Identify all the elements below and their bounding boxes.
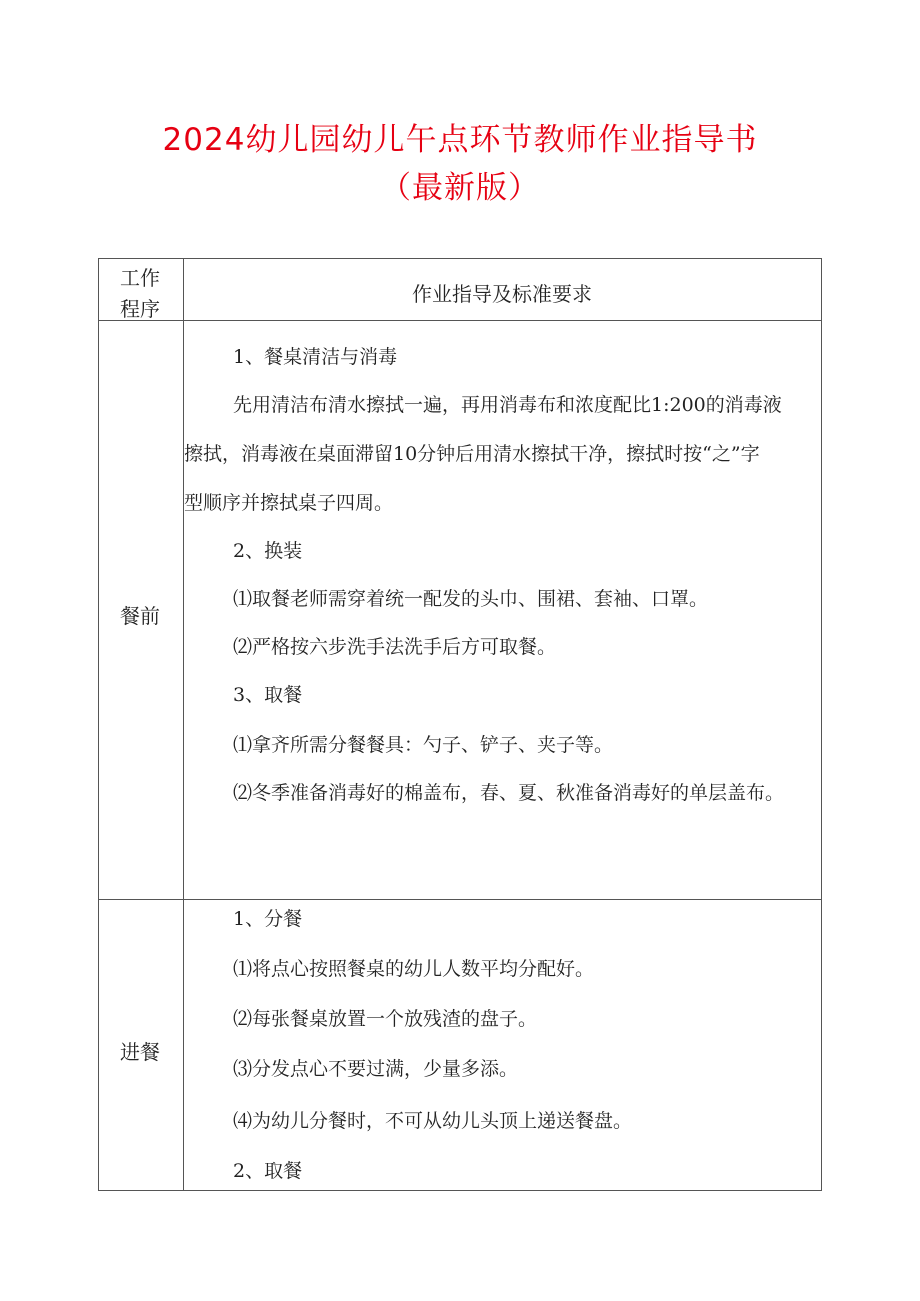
row-procedure-before-meal: 餐前: [120, 604, 160, 628]
content-line: 2、换装: [233, 540, 303, 562]
content-line: 3、取餐: [233, 684, 303, 706]
header-standard: 作业指导及标准要求: [412, 282, 592, 306]
table-border-bottom: [98, 1190, 822, 1191]
title-line-2: （最新版）: [380, 170, 540, 206]
content-line: 1、餐桌清洁与消毒: [233, 346, 398, 368]
content-line: ⑷为幼儿分餐时，不可从幼儿头顶上递送餐盘。: [233, 1110, 633, 1132]
content-line: ⑴拿齐所需分餐餐具：勺子、铲子、夹子等。: [233, 734, 614, 756]
content-line: ⑶分发点心不要过满，少量多添。: [233, 1058, 519, 1080]
content-line: ⑵冬季准备消毒好的棉盖布，春、夏、秋准备消毒好的单层盖布。: [233, 782, 785, 804]
table-row-divider: [98, 899, 822, 900]
title-line-1: 2024幼儿园幼儿午点环节教师作业指导书: [162, 122, 758, 158]
content-line: 型顺序并擦拭桌子四周。: [184, 492, 394, 514]
table-header-divider: [98, 320, 822, 321]
content-line: 擦拭，消毒液在桌面滞留10分钟后用清水擦拭干净，擦拭时按“之”字: [184, 443, 760, 465]
content-line: 1、分餐: [233, 908, 303, 930]
table-border-top: [98, 258, 822, 259]
content-line: ⑵严格按六步洗手法洗手后方可取餐。: [233, 636, 557, 658]
content-line: ⑴将点心按照餐桌的幼儿人数平均分配好。: [233, 958, 595, 980]
content-line: ⑵每张餐桌放置一个放残渣的盘子。: [233, 1008, 538, 1030]
content-line: 2、取餐: [233, 1160, 303, 1182]
content-line: ⑴取餐老师需穿着统一配发的头巾、围裙、套袖、口罩。: [233, 588, 709, 610]
content-line: 先用清洁布清水擦拭一遍，再用消毒布和浓度配比1:200的消毒液: [233, 394, 782, 416]
row-procedure-eating: 进餐: [120, 1040, 160, 1064]
header-procedure-line-1: 工作: [120, 266, 160, 290]
header-procedure-line-2: 程序: [120, 297, 160, 321]
